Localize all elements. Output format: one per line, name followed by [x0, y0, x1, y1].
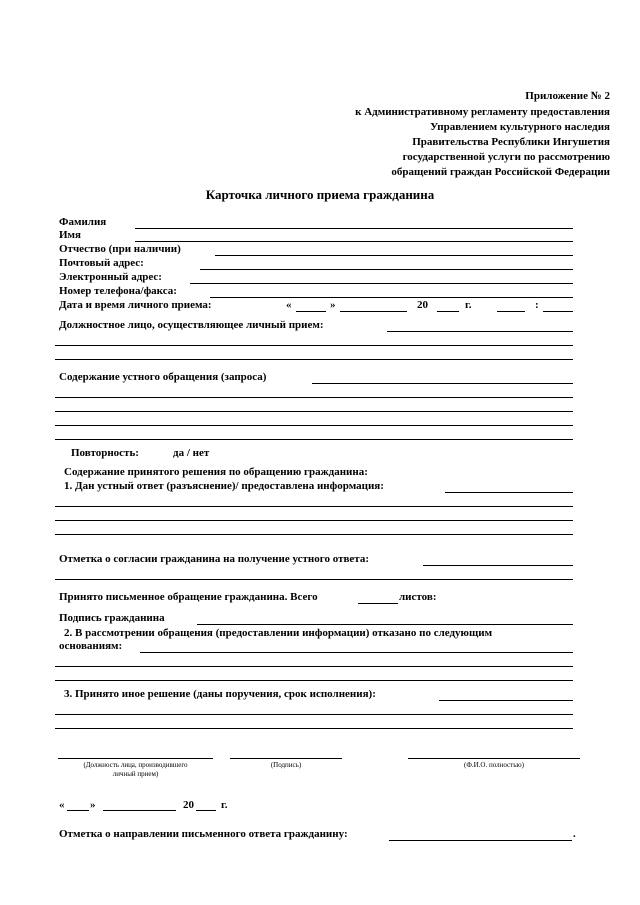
sig-signature-line[interactable] — [230, 758, 342, 759]
official-line[interactable] — [387, 331, 573, 332]
datetime-label: Дата и время личного приема: — [59, 299, 212, 311]
signature-line[interactable] — [197, 624, 573, 625]
header-line-4: Правительства Республики Ингушетия — [412, 136, 610, 148]
surname-line[interactable] — [135, 228, 573, 229]
dt-hour-line[interactable] — [497, 311, 525, 312]
oral-content-label: Содержание устного обращения (запроса) — [59, 371, 267, 383]
name-label: Имя — [59, 229, 81, 241]
bottom-year-line[interactable] — [196, 810, 216, 811]
oral-content-line-2[interactable] — [55, 397, 573, 398]
dt-minute-line[interactable] — [543, 311, 573, 312]
dt-month-line[interactable] — [340, 311, 407, 312]
item2-line-3[interactable] — [55, 680, 573, 681]
bottom-year-prefix: 20 — [183, 799, 194, 811]
signature-label: Подпись гражданина — [59, 612, 165, 624]
phone-line[interactable] — [210, 297, 573, 298]
dt-day-line[interactable] — [296, 311, 326, 312]
header-line-5: государственной услуги по рассмотрению — [402, 151, 610, 163]
item1-line-4[interactable] — [55, 534, 573, 535]
dt-year-line[interactable] — [437, 311, 459, 312]
header-line-3: Управлением культурного наследия — [430, 121, 610, 133]
item1-line[interactable] — [445, 492, 573, 493]
header-line-2: к Административному регламенту предоставления — [355, 106, 610, 118]
item3-label: 3. Принято иное решение (даны поручения, срок исполнения): — [64, 688, 376, 700]
official-label: Должностное лицо, осуществляющее личный прием: — [59, 319, 324, 331]
item1-label: 1. Дан устный ответ (разъяснение)/ предоставлена информация: — [64, 480, 384, 492]
official-line-2[interactable] — [55, 345, 573, 346]
item1-line-2[interactable] — [55, 506, 573, 507]
item2-line[interactable] — [140, 652, 573, 653]
dt-quote-open: « — [286, 299, 292, 311]
header-line-6: обращений граждан Российской Федерации — [391, 166, 610, 178]
item1-line-3[interactable] — [55, 520, 573, 521]
patronymic-label: Отчество (при наличии) — [59, 243, 181, 255]
postal-label: Почтовый адрес: — [59, 257, 144, 269]
dt-year-prefix: 20 — [417, 299, 428, 311]
dt-year-suffix: г. — [465, 299, 472, 311]
item3-line-2[interactable] — [55, 714, 573, 715]
oral-content-line[interactable] — [312, 383, 573, 384]
bottom-month-line[interactable] — [103, 810, 176, 811]
bottom-year-suffix: г. — [221, 799, 228, 811]
email-label: Электронный адрес: — [59, 271, 162, 283]
sig-signature-caption: (Подпись) — [270, 761, 302, 769]
consent-line-2[interactable] — [55, 579, 573, 580]
dt-quote-close: » — [330, 299, 336, 311]
sig-position-line[interactable] — [58, 758, 213, 759]
email-line[interactable] — [190, 283, 573, 284]
consent-label: Отметка о согласии гражданина на получение устного ответа: — [59, 553, 370, 565]
official-line-3[interactable] — [55, 359, 573, 360]
written-sheets-label: листов: — [399, 591, 437, 603]
oral-content-line-5[interactable] — [55, 439, 573, 440]
repeat-value[interactable]: да / нет — [173, 447, 210, 459]
sig-fio-line[interactable] — [408, 758, 580, 759]
bottom-quote-close: » — [90, 799, 96, 811]
item3-line[interactable] — [439, 700, 573, 701]
dt-colon: : — [535, 299, 539, 311]
sig-position-caption-1: (Должность лица, производившего — [83, 761, 188, 769]
final-label: Отметка о направлении письменного ответа гражданину: — [59, 828, 348, 840]
page-title: Карточка личного приема гражданина — [205, 187, 435, 202]
sig-fio-caption: (Ф.И.О. полностью) — [464, 761, 524, 769]
bottom-quote-open: « — [59, 799, 65, 811]
item2b-label: основаниям: — [59, 640, 123, 652]
decision-label: Содержание принятого решения по обращению гражданина: — [64, 466, 368, 478]
item3-line-3[interactable] — [55, 728, 573, 729]
item2-line-2[interactable] — [55, 666, 573, 667]
surname-label: Фамилия — [59, 216, 107, 228]
repeat-label: Повторность: — [71, 447, 139, 459]
bottom-day-line[interactable] — [67, 810, 89, 811]
written-label: Принято письменное обращение гражданина. Всего — [59, 591, 318, 603]
header-line-1: Приложение № 2 — [525, 90, 610, 102]
name-line[interactable] — [135, 241, 573, 242]
item2-label: 2. В рассмотрении обращения (предоставлении информации) отказано по следующим — [64, 627, 493, 639]
postal-line[interactable] — [200, 269, 573, 270]
patronymic-line[interactable] — [215, 255, 573, 256]
oral-content-line-4[interactable] — [55, 425, 573, 426]
written-sheets-line[interactable] — [358, 603, 398, 604]
oral-content-line-3[interactable] — [55, 411, 573, 412]
phone-label: Номер телефона/факса: — [59, 285, 177, 297]
final-line[interactable] — [389, 840, 572, 841]
consent-line[interactable] — [423, 565, 573, 566]
sig-position-caption-2: личный прием) — [112, 770, 159, 778]
final-dot: . — [573, 828, 576, 840]
